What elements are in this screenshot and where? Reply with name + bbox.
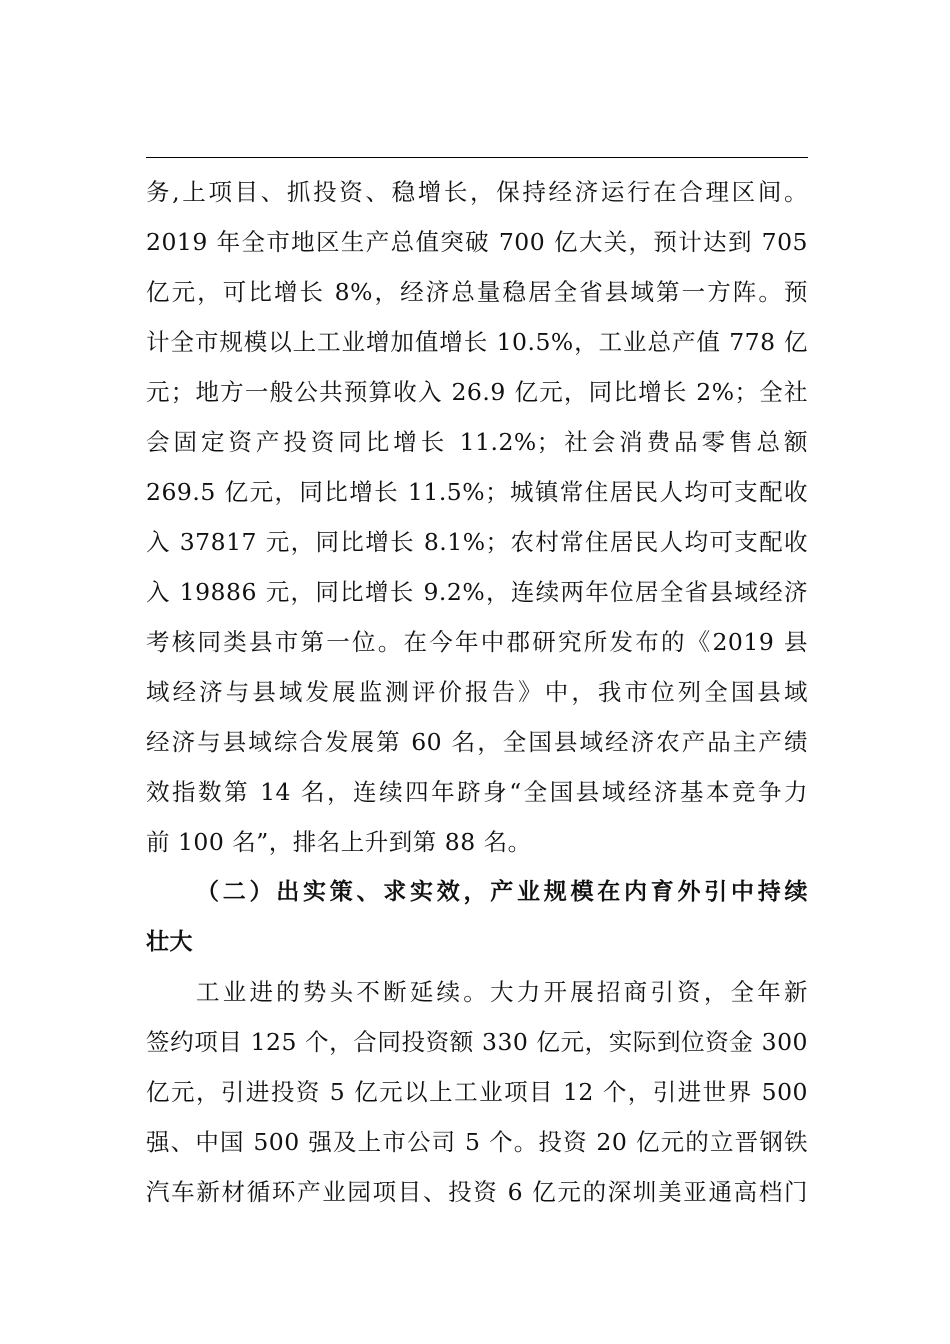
body-text-line: 会固定资产投资同比增长 11.2%；社会消费品零售总额: [146, 428, 808, 456]
body-text-line: 元；地方一般公共预算收入 26.9 亿元，同比增长 2%；全社: [146, 378, 808, 406]
body-text-line: 计全市规模以上工业增加值增长 10.5%，工业总产值 778 亿: [146, 328, 808, 356]
body-text-line: 亿元，引进投资 5 亿元以上工业项目 12 个，引进世界 500: [146, 1078, 808, 1106]
body-text-line: 工业进的势头不断延续。大力开展招商引资，全年新: [196, 978, 808, 1006]
header-rule: [146, 157, 808, 158]
body-text-line: 效指数第 14 名，连续四年跻身“全国县域经济基本竞争力: [146, 778, 808, 806]
body-text-line: 务,上项目、抓投资、稳增长，保持经济运行在合理区间。: [146, 178, 808, 206]
body-text-line: 前 100 名”，排名上升到第 88 名。: [146, 828, 532, 856]
body-text-line: 汽车新材循环产业园项目、投资 6 亿元的深圳美亚通高档门: [146, 1178, 808, 1206]
body-text-line: 强、中国 500 强及上市公司 5 个。投资 20 亿元的立晋钢铁: [146, 1128, 808, 1156]
body-text-line: 亿元，可比增长 8%，经济总量稳居全省县域第一方阵。预: [146, 278, 808, 306]
body-text-line: 2019 年全市地区生产总值突破 700 亿大关，预计达到 705: [146, 228, 808, 256]
body-text-line: 经济与县域综合发展第 60 名，全国县域经济农产品主产绩: [146, 728, 808, 756]
section-heading-line: （二）出实策、求实效，产业规模在内育外引中持续: [196, 879, 808, 905]
body-text-line: 269.5 亿元，同比增长 11.5%；城镇常住居民人均可支配收: [146, 478, 808, 506]
body-text-line: 入 37817 元，同比增长 8.1%；农村常住居民人均可支配收: [146, 528, 808, 556]
body-text-line: 签约项目 125 个，合同投资额 330 亿元，实际到位资金 300: [146, 1028, 808, 1056]
body-text-line: 考核同类县市第一位。在今年中郡研究所发布的《2019 县: [146, 628, 808, 656]
body-text-line: 入 19886 元，同比增长 9.2%，连续两年位居全省县域经济: [146, 578, 808, 606]
body-text-line: 域经济与县域发展监测评价报告》中，我市位列全国县域: [146, 678, 808, 706]
section-heading-line: 壮大: [146, 929, 193, 955]
